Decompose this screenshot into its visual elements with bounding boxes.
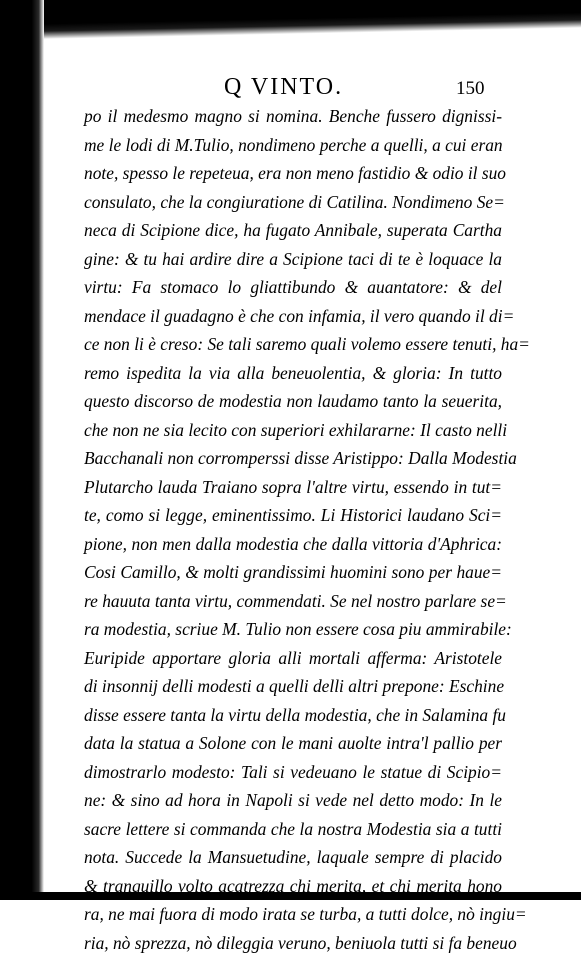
text-line: data la statua a Solone con le mani auolte intra'l pallio per bbox=[84, 729, 502, 758]
text-line: Euripide apportare gloria alli mortali afferma: Aristotele bbox=[84, 644, 502, 673]
book-gutter-edge bbox=[0, 0, 44, 900]
text-line: ria, nò sprezza, nò dileggia veruno, beniuola tutti si fa beneuo bbox=[84, 929, 502, 957]
text-line: questo discorso de modestia non laudamo tanto la seuerita, bbox=[84, 387, 502, 416]
text-line: pione, non men dalla modestia che dalla vittoria d'Aphrica: bbox=[84, 530, 502, 559]
text-line: virtu: Fa stomaco lo gliattibundo & auantatore: & del bbox=[84, 273, 502, 302]
running-head: Q VINTO. bbox=[224, 74, 343, 101]
text-line: gine: & tu hai ardire dire a Scipione taci di te è loquace la bbox=[84, 245, 502, 274]
text-line: po il medesmo magno si nomina. Benche fussero dignissi- bbox=[84, 102, 502, 131]
text-line: ce non li è creso: Se tali saremo quali volemo essere tenuti, ha= bbox=[84, 330, 502, 359]
text-line: me le lodi di M.Tulio, nondimeno perche a quelli, a cui eran bbox=[84, 131, 502, 160]
text-line: consulato, che la congiuratione di Catilina. Nondimeno Se= bbox=[84, 188, 502, 217]
page-number: 150 bbox=[456, 78, 485, 100]
text-line: disse essere tanta la virtu della modestia, che in Salamina fu bbox=[84, 701, 502, 730]
text-line: ra, ne mai fuora di modo irata se turba, a tutti dolce, nò ingiu= bbox=[84, 900, 502, 929]
page-header bbox=[0, 74, 581, 104]
text-line: Plutarcho lauda Traiano sopra l'altre virtu, essendo in tut= bbox=[84, 473, 502, 502]
text-line: nota. Succede la Mansuetudine, laquale sempre di placido bbox=[84, 843, 502, 872]
text-line: Bacchanali non corromperssi disse Aristippo: Dalla Modestia bbox=[84, 444, 502, 473]
text-line: te, como si legge, eminentissimo. Li Historici laudano Sci= bbox=[84, 501, 502, 530]
scan-top-edge bbox=[0, 0, 581, 40]
text-line: ne: & sino ad hora in Napoli si vede nel detto modo: In le bbox=[84, 786, 502, 815]
text-line: sacre lettere si commanda che la nostra Modestia sia a tutti bbox=[84, 815, 502, 844]
text-line: Cosi Camillo, & molti grandissimi huomini sono per haue= bbox=[84, 558, 502, 587]
text-line: remo ispedita la via alla beneuolentia, & gloria: In tutto bbox=[84, 359, 502, 388]
text-line: dimostrarlo modesto: Tali si vedeuano le statue di Scipio= bbox=[84, 758, 502, 787]
text-line: ra modestia, scriue M. Tulio non essere cosa piu ammirabile: bbox=[84, 615, 502, 644]
text-line: re hauuta tanta virtu, commendati. Se nel nostro parlare se= bbox=[84, 587, 502, 616]
text-line: neca di Scipione dice, ha fugato Annibale, superata Cartha bbox=[84, 216, 502, 245]
text-line: mendace il guadagno è che con infamia, il vero quando il di= bbox=[84, 302, 502, 331]
text-line: che non ne sia lecito con superiori exhilararne: Il casto nelli bbox=[84, 416, 502, 445]
body-text bbox=[84, 102, 502, 957]
text-line: di insonnij delli modesti a quelli delli altri prepone: Eschine bbox=[84, 672, 502, 701]
text-line: note, spesso le repeteua, era non meno fastidio & odio il suo bbox=[84, 159, 502, 188]
text-line: & tranquillo volto acatrezza chi merita, et chi merita hono bbox=[84, 872, 502, 901]
